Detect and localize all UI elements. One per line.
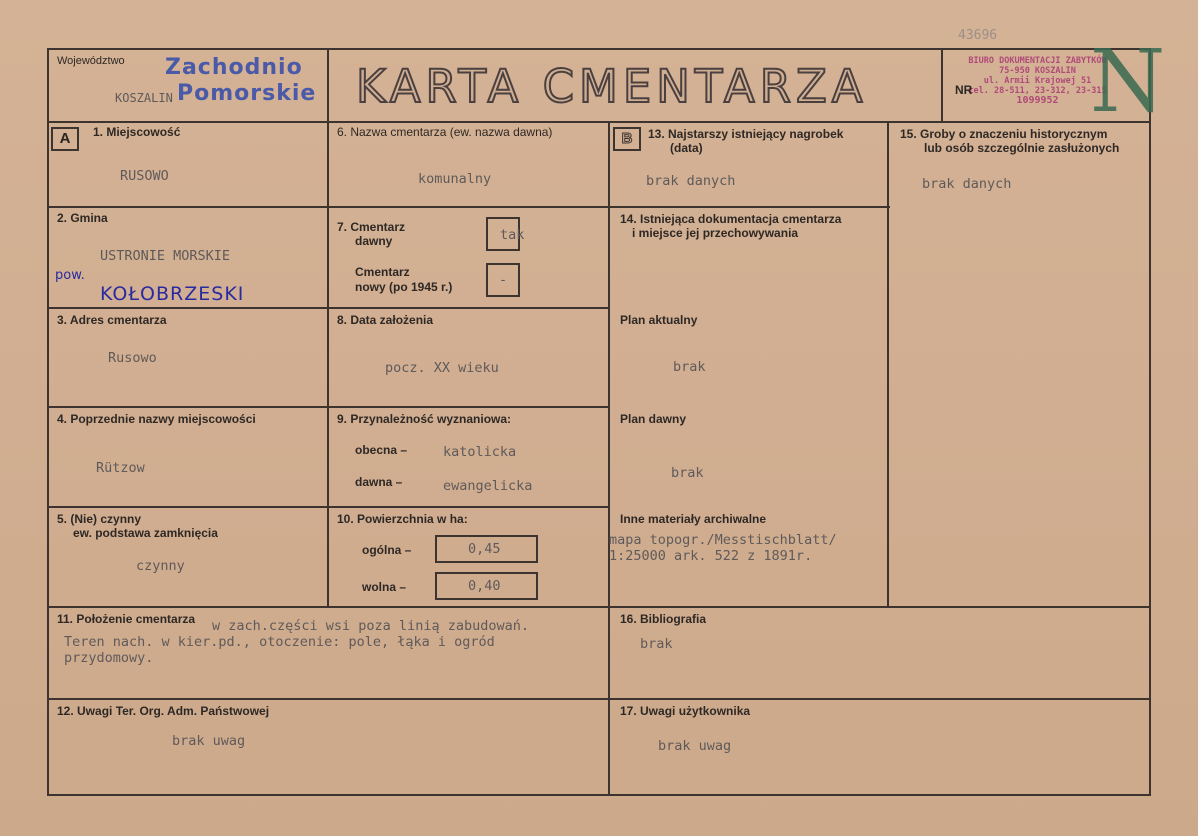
old-cemetery-value: tak bbox=[500, 227, 525, 243]
field-1-value: RUSOWO bbox=[120, 168, 169, 184]
nr-label: NR bbox=[955, 83, 973, 97]
field-6-value: komunalny bbox=[418, 171, 492, 187]
field-11-line3: przydomowy. bbox=[64, 650, 154, 666]
row-divider-3 bbox=[47, 406, 610, 408]
archive-stamp-line: 1099952 bbox=[1016, 95, 1059, 106]
archive-stamp-line: BIURO DOKUMENTACJI ZABYTKÓW bbox=[968, 56, 1107, 66]
field-9-dawna-value: ewangelicka bbox=[443, 478, 533, 494]
row-divider-6 bbox=[47, 698, 1151, 700]
field-13-label-line2: (data) bbox=[670, 141, 703, 155]
plan-aktualny-value: brak bbox=[673, 359, 706, 375]
field-17-label: 17. Uwagi użytkownika bbox=[620, 704, 751, 718]
row-divider-5 bbox=[47, 606, 1151, 608]
field-9-label: 9. Przynależność wyznaniowa: bbox=[337, 412, 512, 426]
field-9-dawna-label: dawna – bbox=[355, 475, 403, 489]
field-17-value: brak uwag bbox=[658, 738, 732, 754]
pow-value: KOŁOBRZESKI bbox=[100, 283, 245, 305]
field-12-value: brak uwag bbox=[172, 733, 246, 749]
archive-stamp-line: ul. Armii Krajowej 51 bbox=[983, 76, 1092, 86]
wolna-label: wolna – bbox=[362, 580, 407, 594]
field-5-value: czynny bbox=[136, 558, 185, 574]
wojewodztwo-typed: KOSZALIN bbox=[115, 91, 173, 105]
field-11-line1: w zach.części wsi poza linią zabudowań. bbox=[212, 618, 529, 634]
field-9-obecna-value: katolicka bbox=[443, 444, 517, 460]
pow-label: pow. bbox=[55, 268, 85, 283]
field-1-label: 1. Miejscowość bbox=[93, 125, 181, 139]
wojewodztwo-stamp-line2: Pomorskie bbox=[177, 81, 317, 106]
field-7-new-label-line2: nowy (po 1945 r.) bbox=[355, 280, 453, 294]
archive-stamp-line: 75-950 KOSZALIN bbox=[999, 66, 1076, 76]
field-11-line2: Teren nach. w kier.pd., otoczenie: pole, łąka i ogród bbox=[64, 634, 495, 650]
field-15-label-line2: lub osób szczególnie zasłużonych bbox=[924, 141, 1120, 155]
field-4-label: 4. Poprzednie nazwy miejscowości bbox=[57, 412, 256, 426]
new-cemetery-value: - bbox=[499, 272, 508, 288]
field-11-label: 11. Położenie cmentarza bbox=[57, 612, 196, 626]
field-7-old-label-line2: dawny bbox=[355, 234, 393, 248]
field-9-obecna-label: obecna – bbox=[355, 443, 408, 457]
field-7-new-label-line1: Cmentarz bbox=[355, 265, 410, 279]
field-10-label: 10. Powierzchnia w ha: bbox=[337, 512, 468, 526]
column-divider-3 bbox=[887, 121, 889, 608]
field-4-value: Rützow bbox=[96, 460, 145, 476]
field-3-value: Rusowo bbox=[108, 350, 157, 366]
section-a-marker: A bbox=[51, 127, 79, 151]
wolna-value: 0,40 bbox=[468, 578, 501, 594]
inne-materialy-label: Inne materiały archiwalne bbox=[620, 512, 767, 526]
header-nr-divider bbox=[941, 48, 943, 123]
inne-materialy-line2: 1:25000 ark. 522 z 1891r. bbox=[609, 548, 813, 564]
column-divider-2 bbox=[608, 121, 610, 796]
field-13-value: brak danych bbox=[646, 173, 736, 189]
plan-dawny-label: Plan dawny bbox=[620, 412, 687, 426]
archive-stamp-line: tel. 28-511, 23-312, 23-315 bbox=[968, 86, 1107, 96]
wojewodztwo-label: Województwo bbox=[57, 55, 125, 67]
field-8-label: 8. Data założenia bbox=[337, 313, 434, 327]
inne-materialy-line1: mapa topogr./Messtischblatt/ bbox=[609, 532, 837, 548]
plan-dawny-value: brak bbox=[671, 465, 704, 481]
field-13-label-line1: 13. Najstarszy istniejący nagrobek bbox=[648, 127, 844, 141]
column-divider-1 bbox=[327, 48, 329, 608]
row-divider-4 bbox=[47, 506, 610, 508]
field-8-value: pocz. XX wieku bbox=[385, 360, 499, 376]
field-5-label-line2: ew. podstawa zamknięcia bbox=[73, 526, 218, 540]
field-2-label: 2. Gmina bbox=[57, 211, 108, 225]
archive-number-faint: 43696 bbox=[958, 28, 998, 43]
field-2-value: USTRONIE MORSKIE bbox=[100, 248, 231, 264]
plan-aktualny-label: Plan aktualny bbox=[620, 313, 698, 327]
header-divider bbox=[47, 121, 1151, 123]
field-7-old-label-line1: 7. Cmentarz bbox=[337, 220, 406, 234]
field-15-label-line1: 15. Groby o znaczeniu historycznym bbox=[900, 127, 1108, 141]
field-14-label-line1: 14. Istniejąca dokumentacja cmentarza bbox=[620, 212, 842, 226]
field-16-label: 16. Bibliografia bbox=[620, 612, 707, 626]
ogolna-value: 0,45 bbox=[468, 541, 501, 557]
nr-handwritten: N bbox=[1090, 32, 1166, 132]
ogolna-label: ogólna – bbox=[362, 543, 412, 557]
card-title: KARTA CMENTARZA bbox=[356, 60, 868, 113]
wojewodztwo-stamp-line1: Zachodnio bbox=[165, 55, 303, 80]
field-6-label: 6. Nazwa cmentarza (ew. nazwa dawna) bbox=[337, 125, 553, 139]
field-14-label-line2: i miejsce jej przechowywania bbox=[632, 226, 799, 240]
row-divider-1 bbox=[47, 206, 890, 208]
field-12-label: 12. Uwagi Ter. Org. Adm. Państwowej bbox=[57, 704, 270, 718]
field-15-value: brak danych bbox=[922, 176, 1012, 192]
field-3-label: 3. Adres cmentarza bbox=[57, 313, 167, 327]
section-b-marker: B bbox=[613, 127, 641, 151]
row-divider-2 bbox=[47, 307, 610, 309]
field-16-value: brak bbox=[640, 636, 673, 652]
field-5-label-line1: 5. (Nie) czynny bbox=[57, 512, 142, 526]
